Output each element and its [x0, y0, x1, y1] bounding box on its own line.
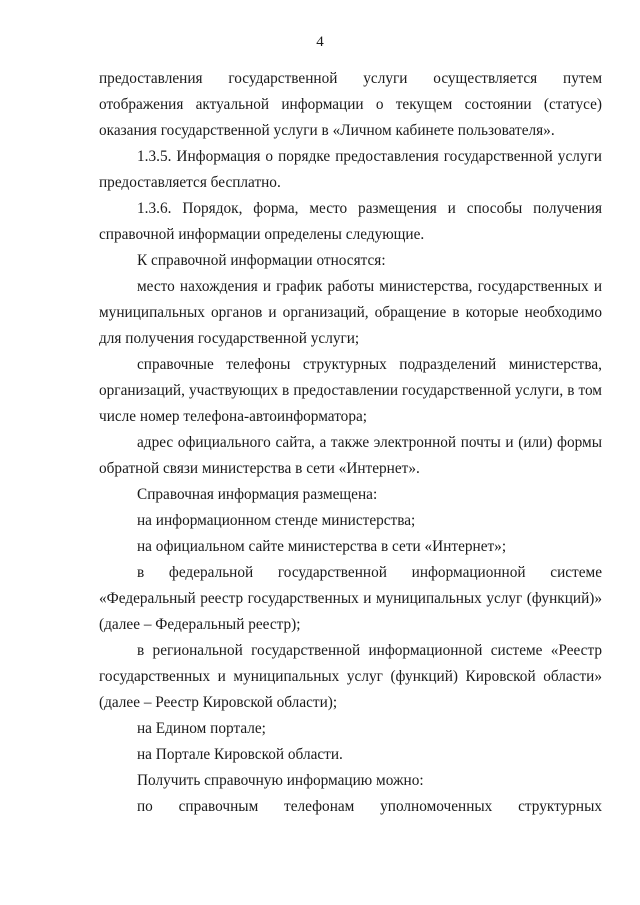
- paragraph-unified-portal: на Едином портале;: [137, 720, 266, 737]
- paragraph-website-address: адрес официального сайта, а также электронной почты и (или) формы обратной связи министерства в сети «Интернет».: [99, 434, 602, 477]
- paragraph-reference-phones: справочные телефоны структурных подразделений министерства, организаций, участвующих в предоставлении государственной услуги, в том числе номер телефона-автоинформатора;: [99, 356, 602, 425]
- paragraph-reference-info-heading: К справочной информации относятся:: [137, 252, 386, 269]
- document-body: [99, 66, 602, 820]
- page-number: 4: [316, 34, 324, 50]
- paragraph-1-3-5: 1.3.5. Информация о порядке предоставления государственной услуги предоставляется бесплатно.: [99, 148, 602, 191]
- paragraph-location-schedule: место нахождения и график работы министерства, государственных и муниципальных органов и организаций, обращение в которые необходимо для получения государственной услуги;: [99, 278, 602, 347]
- paragraph-by-phones: по справочным телефонам уполномоченных структурных: [137, 798, 602, 815]
- paragraph-official-site: на официальном сайте министерства в сети «Интернет»;: [137, 538, 507, 555]
- paragraph-status-display: предоставления государственной услуги осуществляется путем отображения актуальной информации о текущем состоянии (статусе) оказания государственной услуги в «Личном кабинете пользователя».: [99, 70, 602, 139]
- paragraph-kirov-portal: на Портале Кировской области.: [137, 746, 343, 763]
- paragraph-regional-registry: в региональной государственной информационной системе «Реестр государственных и муниципальных услуг (функций) Кировской области» (далее – Реестр Кировской области);: [99, 642, 602, 711]
- paragraph-info-stand: на информационном стенде министерства;: [137, 512, 416, 529]
- paragraph-1-3-6: 1.3.6. Порядок, форма, место размещения и способы получения справочной информации определены следующие.: [99, 200, 602, 243]
- paragraph-info-placed-heading: Справочная информация размещена:: [137, 486, 378, 503]
- paragraph-how-to-get-info: Получить справочную информацию можно:: [137, 772, 424, 789]
- paragraph-federal-registry: в федеральной государственной информационной системе «Федеральный реестр государственных и муниципальных услуг (функций)» (далее – Федеральный реестр);: [99, 564, 602, 633]
